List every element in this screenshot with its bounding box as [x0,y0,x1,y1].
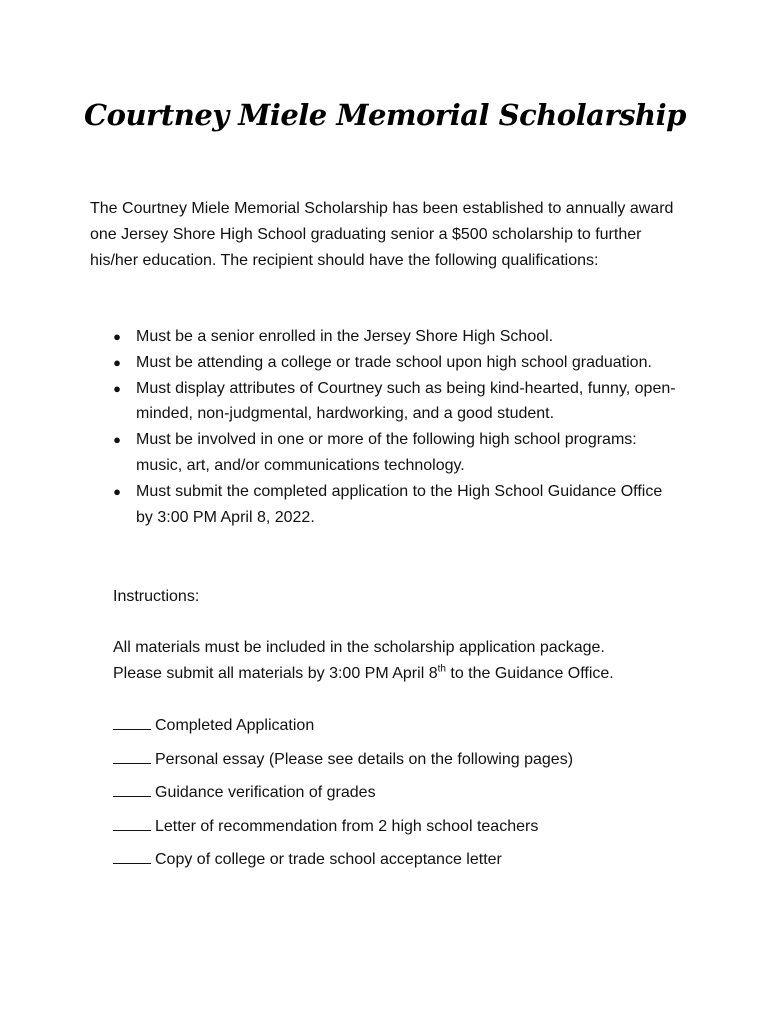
qualification-item [111,479,681,531]
checklist-item [113,746,693,780]
checklist-item-label: Copy of college or trade school acceptance letter [155,851,502,868]
materials-line-2-start: Please submit all materials by 3:00 PM April 8 [113,664,438,682]
checklist-item [113,779,693,813]
check-blank [113,779,151,797]
bullet-icon: ● [113,432,121,448]
materials-paragraph [113,635,693,687]
check-blank [113,712,151,730]
materials-checklist [113,712,693,880]
qualifications-list [111,324,681,530]
check-blank [113,813,151,831]
bullet-icon: ● [113,483,121,499]
bullet-icon: ● [113,380,121,396]
qualification-item [111,376,681,428]
checklist-item-label: Letter of recommendation from 2 high school teachers [155,817,539,835]
bullet-icon: ● [113,354,121,370]
checklist-item-label: Completed Application [155,717,315,734]
bullet-icon: ● [113,329,121,344]
qualification-item [111,350,681,376]
checklist-item [113,846,693,880]
check-blank [113,746,151,764]
checklist-item-label: Personal essay (Please see details on the following pages) [155,750,574,768]
materials-line-1: All materials must be included in the scholarship application package. [113,639,605,656]
intro-paragraph: The Courtney Miele Memorial Scholarship has been established to annually award one Jersey Shore High School graduating senior a $500 scholarship to further his/her education. The recipient should have the following qualifications: [90,200,674,269]
qualification-text: Must display attributes of Courtney such as being kind-hearted, funny, open-minded, non-judgmental, hardworking, and a good student. [136,379,676,423]
materials-line-2-end: to the Guidance Office. [445,664,614,682]
instructions-heading: Instructions: [113,588,200,605]
qualification-text: Must submit the completed application to the High School Guidance Office by 3:00 PM April 8, 2022. [136,482,663,526]
checklist-item [113,712,693,746]
qualification-item [111,324,681,350]
check-blank [113,846,151,864]
ordinal-suffix: th [437,663,446,675]
qualification-text: Must be attending a college or trade school upon high school graduation. [136,353,652,371]
qualification-text: Must be a senior enrolled in the Jersey Shore High School. [136,328,554,345]
checklist-item-label: Guidance verification of grades [155,784,376,801]
qualification-text: Must be involved in one or more of the following high school programs: music, art, and/or communications technology. [136,431,637,474]
checklist-item [113,813,693,847]
page-title: Courtney Miele Memorial Scholarship [84,98,686,132]
qualification-item [111,427,681,479]
